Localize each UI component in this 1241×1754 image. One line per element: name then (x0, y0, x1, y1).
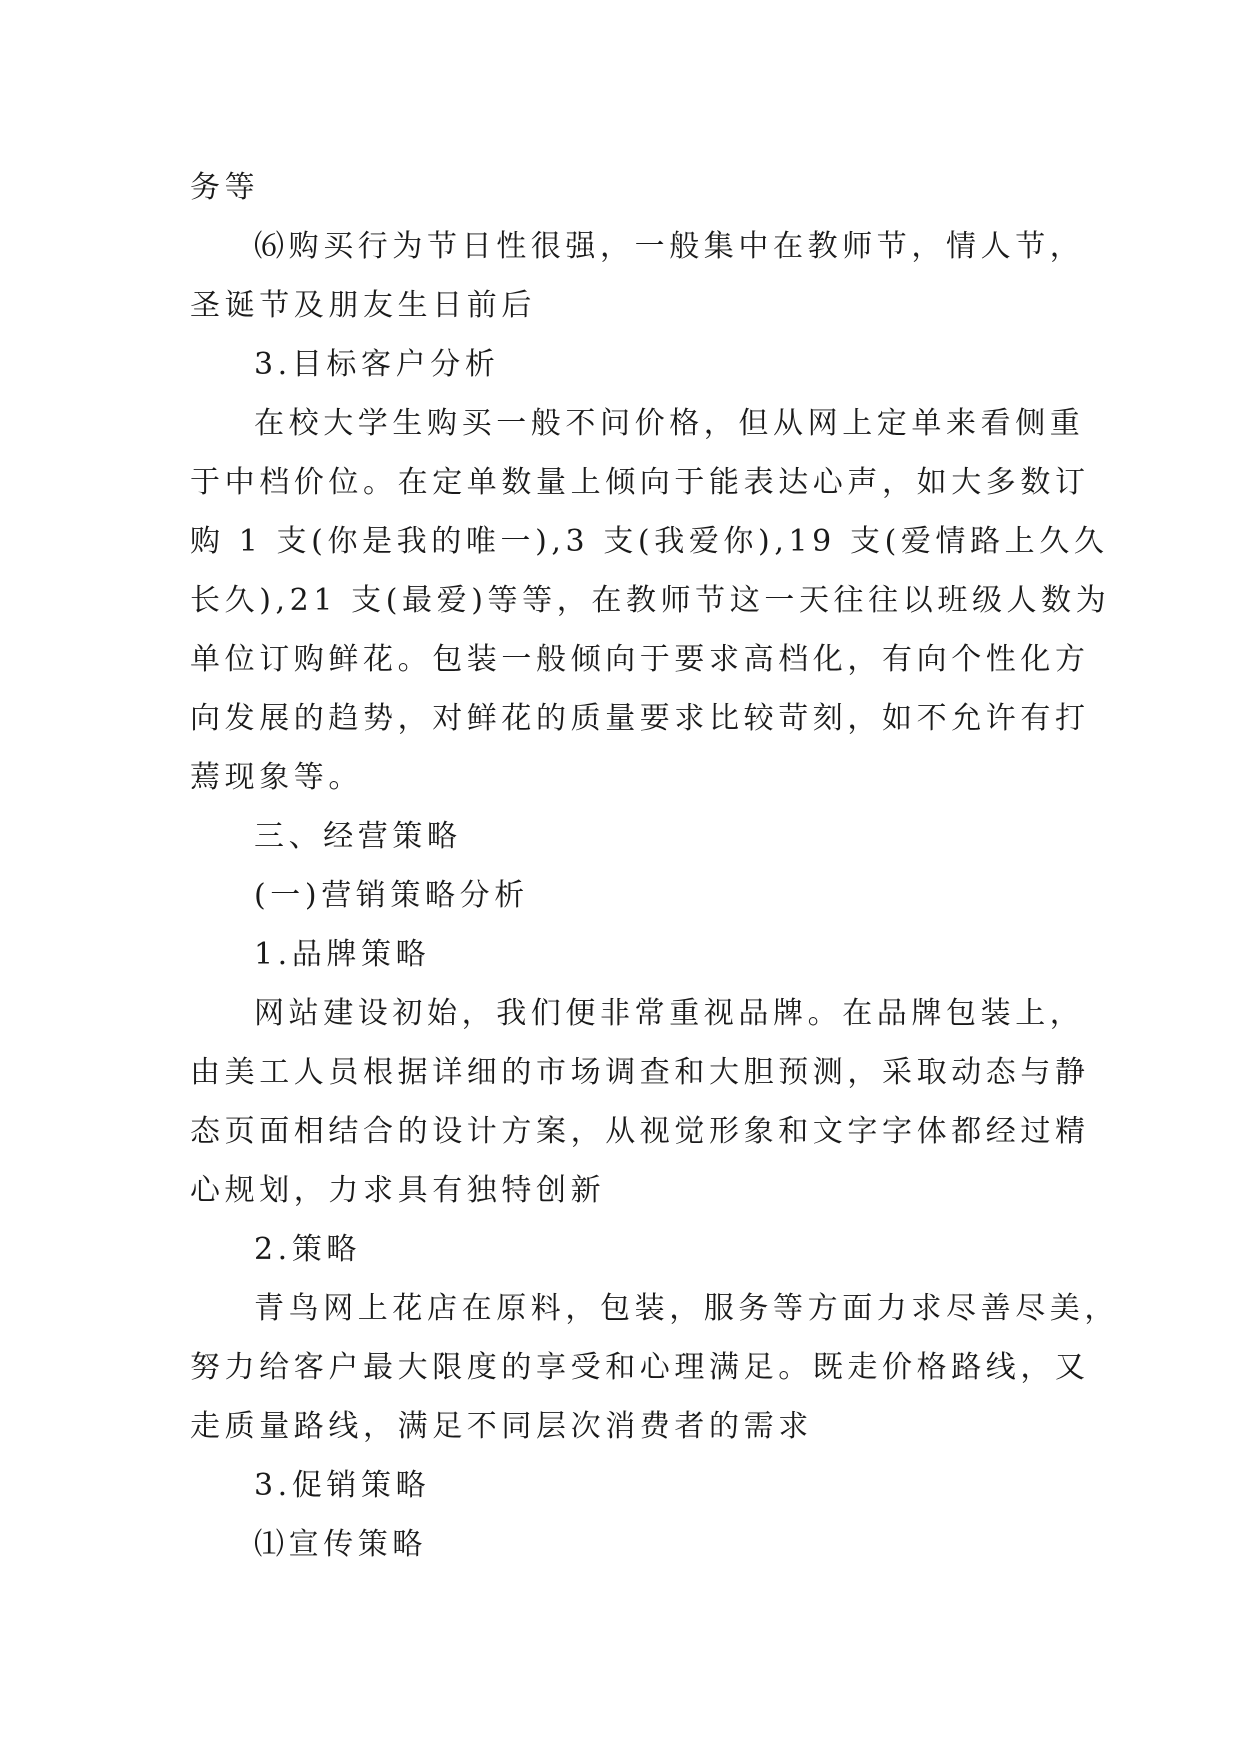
text-line: 心规划，力求具有独特创新 (190, 1173, 606, 1208)
paragraph-start: 网站建设初始，我们便非常重视品牌。在品牌包装上， (254, 996, 1085, 1031)
text-line: 努力给客户最大限度的享受和心理满足。既走价格路线，又 (190, 1350, 1090, 1385)
text-line: 务等 (190, 170, 260, 205)
section-heading-promotion: 3.促销策略 (254, 1468, 431, 1503)
list-item-1: ⑴宣传策略 (254, 1527, 427, 1562)
text-line: 向发展的趋势，对鲜花的质量要求比较苛刻，如不允许有打 (190, 701, 1090, 736)
chapter-heading-strategy: 三、经营策略 (254, 819, 462, 854)
text-line: 态页面相结合的设计方案，从视觉形象和文字字体都经过精 (190, 1114, 1090, 1149)
paragraph-start: 在校大学生购买一般不问价格，但从网上定单来看侧重 (254, 406, 1085, 441)
document-body (190, 158, 1119, 1574)
text-line: 于中档价位。在定单数量上倾向于能表达心声，如大多数订 (190, 465, 1090, 500)
text-line: 单位订购鲜花。包装一般倾向于要求高档化，有向个性化方 (190, 642, 1090, 677)
text-line: 由美工人员根据详细的市场调查和大胆预测，采取动态与静 (190, 1055, 1090, 1090)
text-line: 圣诞节及朋友生日前后 (190, 288, 536, 323)
text-line: 走质量路线，满足不同层次消费者的需求 (190, 1409, 813, 1444)
section-heading-target-customers: 3.目标客户分析 (254, 347, 500, 382)
subheading-marketing: (一)营销策略分析 (254, 878, 529, 913)
text-line: 蔫现象等。 (190, 760, 363, 795)
list-item-6: ⑹购买行为节日性很强，一般集中在教师节，情人节， (254, 229, 1085, 264)
section-heading-brand: 1.品牌策略 (254, 937, 431, 972)
text-line: 长久),21 支(最爱)等等，在教师节这一天往往以班级人数为 (190, 583, 1111, 618)
text-line: 购 1 支(你是我的唯一),3 支(我爱你),19 支(爱情路上久久 (190, 524, 1109, 559)
section-heading-strategy: 2.策略 (254, 1232, 362, 1267)
paragraph-start: 青鸟网上花店在原料，包装，服务等方面力求尽善尽美， (254, 1291, 1119, 1326)
